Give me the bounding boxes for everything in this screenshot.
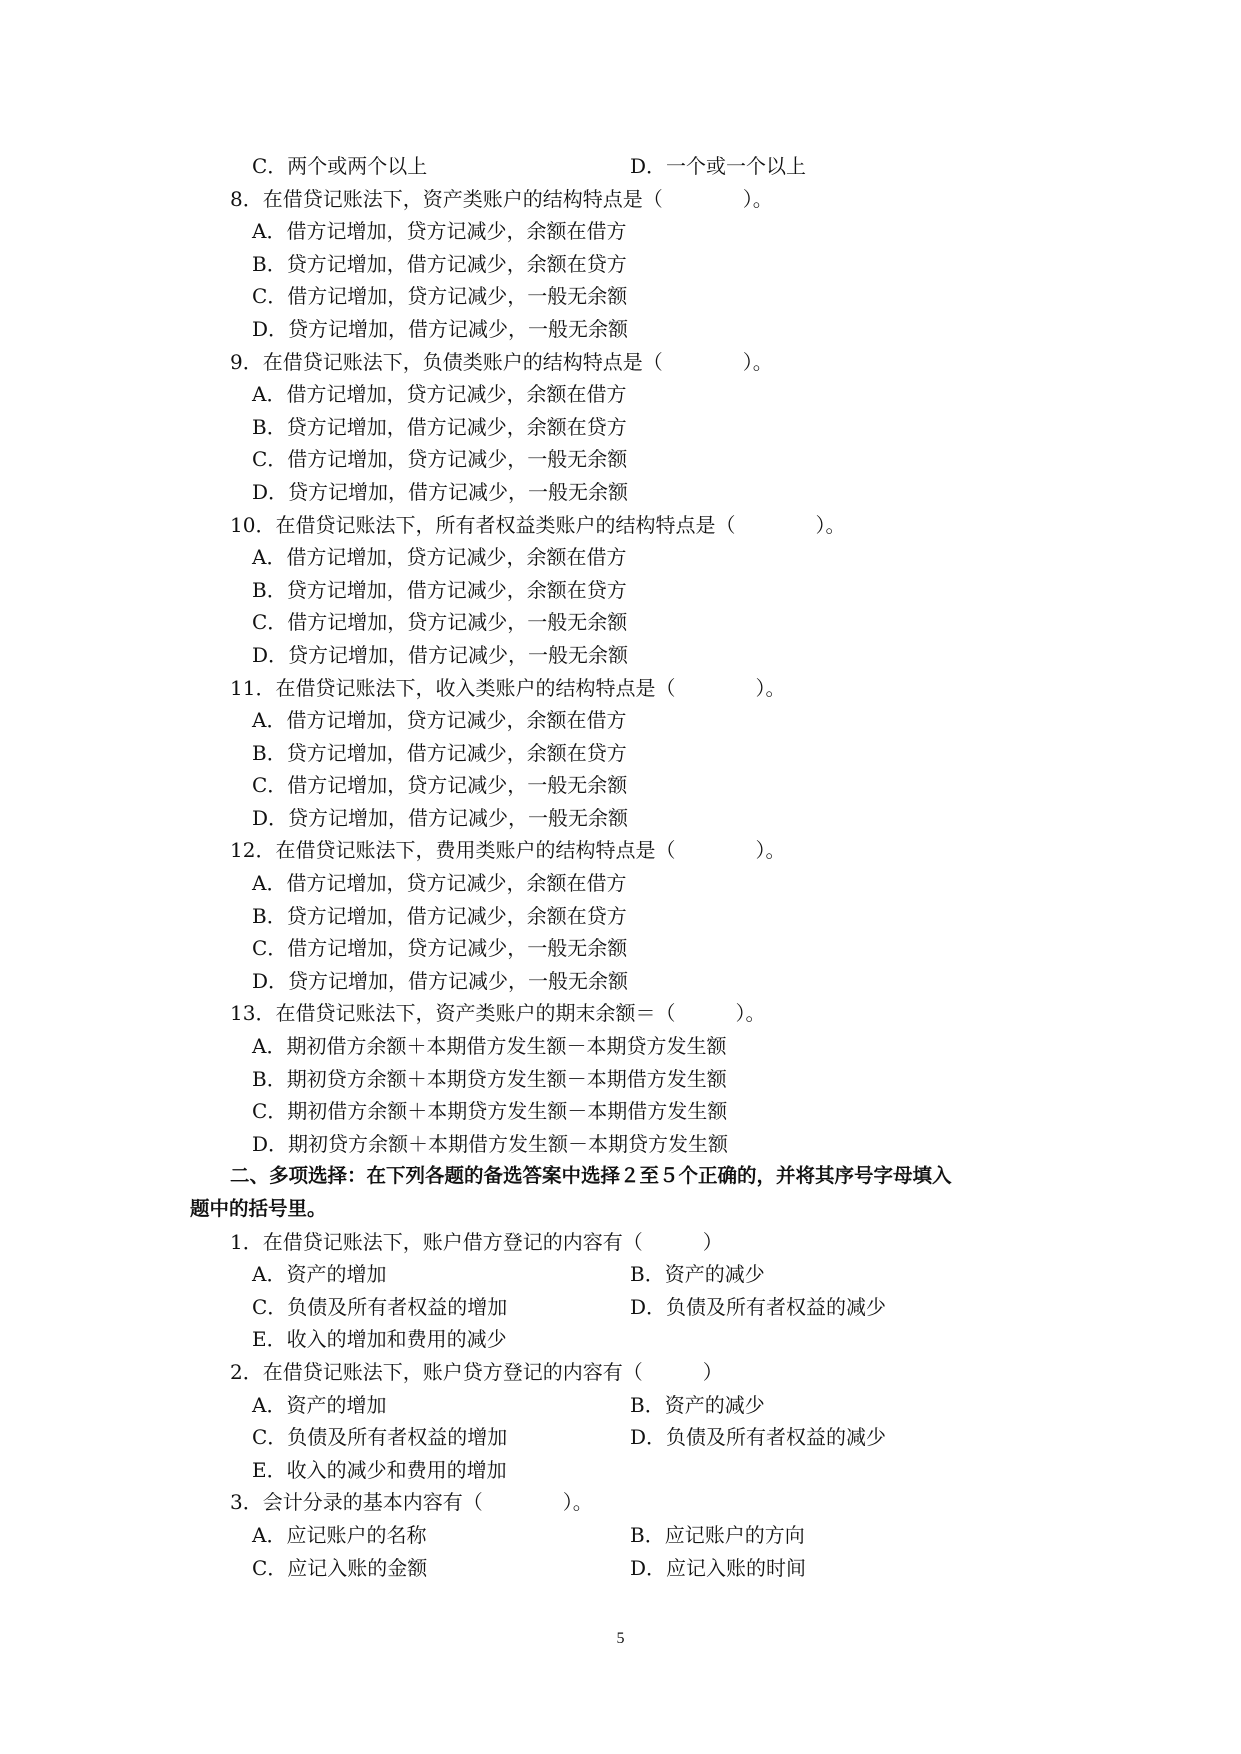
option-row: [190, 1552, 1070, 1585]
option-text: E．收入的增加和费用的减少: [252, 1327, 507, 1352]
option-text: C．借方记增加，贷方记减少，一般无余额: [252, 936, 628, 961]
option-text: A．借方记增加，贷方记减少，余额在借方: [252, 219, 627, 244]
option-row: [190, 1519, 1070, 1552]
option-text: C．两个或两个以上: [252, 154, 428, 178]
question-stem: 13．在借贷记账法下，资产类账户的期末余额＝（ ）。: [230, 1001, 766, 1026]
option-text: C．借方记增加，贷方记减少，一般无余额: [252, 773, 628, 798]
section-heading: 题中的括号里。: [190, 1197, 327, 1220]
option-text: A．资产的增加: [252, 1262, 387, 1287]
option-row: [190, 1291, 1070, 1324]
option-text: B．贷方记增加，借方记减少，余额在贷方: [252, 414, 627, 439]
option-text: D．贷方记增加，借方记减少，一般无余额: [252, 479, 629, 504]
option-text: E．收入的减少和费用的增加: [252, 1457, 507, 1482]
option-text: D．贷方记增加，借方记减少，一般无余额: [252, 805, 629, 830]
option-text: D．负债及所有者权益的减少: [630, 1425, 887, 1450]
option-text: C．借方记增加，贷方记减少，一般无余额: [252, 447, 628, 472]
option-text: A．资产的增加: [252, 1392, 387, 1417]
option-text: B．期初贷方余额＋本期贷方发生额－本期借方发生额: [252, 1066, 727, 1091]
question-stem: 9．在借贷记账法下，负债类账户的结构特点是（ ）。: [230, 349, 773, 374]
page-number: 5: [616, 1630, 625, 1647]
question-stem: 3．会计分录的基本内容有（ ）。: [230, 1490, 593, 1515]
option-text: C．期初借方余额＋本期贷方发生额－本期借方发生额: [252, 1099, 728, 1124]
question-stem: 1．在借贷记账法下，账户借方登记的内容有（ ）: [230, 1229, 723, 1254]
question-stem: 10．在借贷记账法下，所有者权益类账户的结构特点是（ ）。: [230, 512, 846, 537]
option-text: D．应记入账的时间: [630, 1555, 807, 1580]
option-text: A．应记账户的名称: [252, 1522, 427, 1547]
option-row: [190, 150, 1070, 183]
option-text: C．应记入账的金额: [252, 1555, 428, 1580]
option-text: C．借方记增加，贷方记减少，一般无余额: [252, 610, 628, 635]
question-stem: 2．在借贷记账法下，账户贷方登记的内容有（ ）: [230, 1359, 723, 1384]
option-text: C．借方记增加，贷方记减少，一般无余额: [252, 284, 628, 309]
option-text: D．期初贷方余额＋本期借方发生额－本期贷方发生额: [252, 1131, 729, 1156]
question-stem: 8．在借贷记账法下，资产类账户的结构特点是（ ）。: [230, 186, 773, 211]
option-text: B．应记账户的方向: [630, 1522, 805, 1547]
option-text: A．期初借方余额＋本期借方发生额－本期贷方发生额: [252, 1034, 727, 1059]
question-stem: 12．在借贷记账法下，费用类账户的结构特点是（ ）。: [230, 838, 786, 863]
option-text: D．贷方记增加，借方记减少，一般无余额: [252, 968, 629, 993]
option-text: B．贷方记增加，借方记减少，余额在贷方: [252, 740, 627, 765]
option-text: A．借方记增加，贷方记减少，余额在借方: [252, 382, 627, 407]
option-row: [190, 1421, 1070, 1454]
option-text: D．贷方记增加，借方记减少，一般无余额: [252, 642, 629, 667]
option-row: [190, 1258, 1070, 1291]
option-text: D．贷方记增加，借方记减少，一般无余额: [252, 316, 629, 341]
option-text: B．资产的减少: [630, 1262, 765, 1287]
option-text: D．一个或一个以上: [630, 154, 807, 178]
page-content: [190, 150, 1070, 1584]
section-heading: 二、多项选择：在下列各题的备选答案中选择２至５个正确的，并将其序号字母填入: [230, 1164, 952, 1188]
option-row: [190, 1389, 1070, 1422]
option-text: B．贷方记增加，借方记减少，余额在贷方: [252, 577, 627, 602]
option-text: B．贷方记增加，借方记减少，余额在贷方: [252, 251, 627, 276]
option-text: A．借方记增加，贷方记减少，余额在借方: [252, 708, 627, 733]
option-text: B．资产的减少: [630, 1392, 765, 1417]
option-text: A．借方记增加，贷方记减少，余额在借方: [252, 871, 627, 896]
option-text: A．借方记增加，贷方记减少，余额在借方: [252, 545, 627, 570]
option-text: B．贷方记增加，借方记减少，余额在贷方: [252, 903, 627, 928]
question-stem: 11．在借贷记账法下，收入类账户的结构特点是（ ）。: [230, 675, 786, 700]
option-text: C．负债及所有者权益的增加: [252, 1294, 508, 1319]
option-text: D．负债及所有者权益的减少: [630, 1294, 887, 1319]
option-text: C．负债及所有者权益的增加: [252, 1425, 508, 1450]
